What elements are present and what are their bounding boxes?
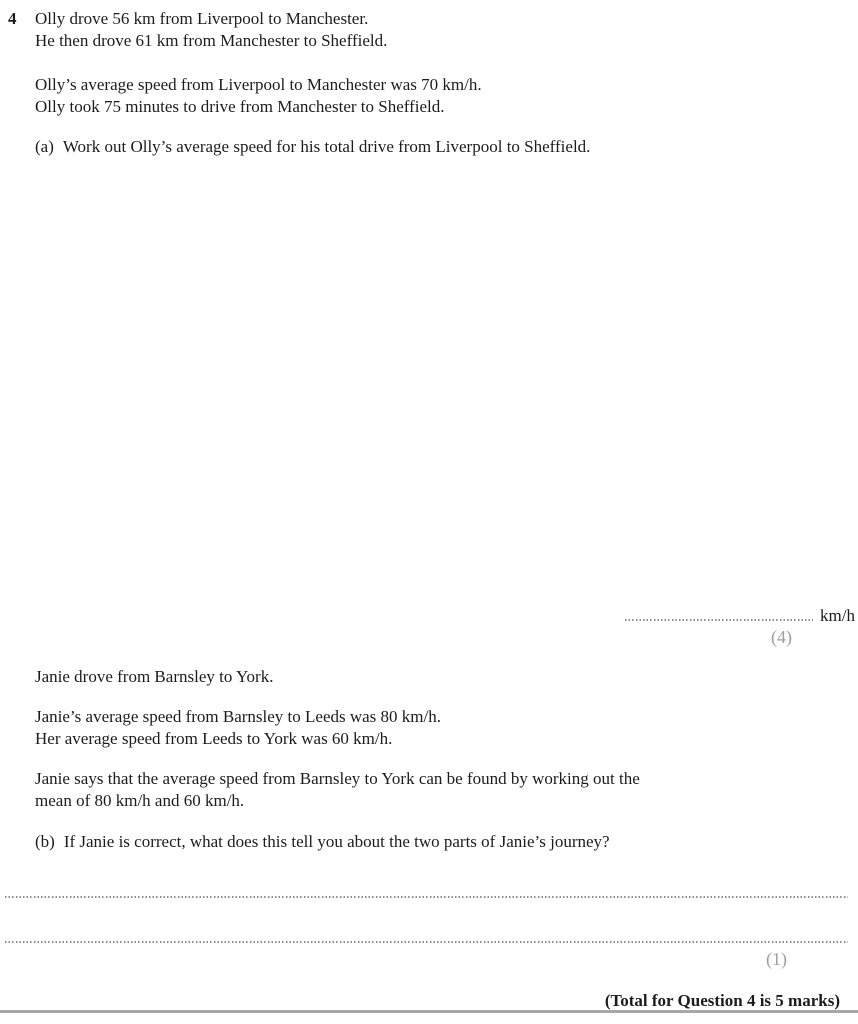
question-total-marks-label: (Total for Question 4 is 5 marks) <box>604 991 840 1010</box>
part-b-speed-paragraph <box>35 706 441 750</box>
speed-line: Olly’s average speed from Liverpool to Manchester was 70 km/h. <box>35 75 482 94</box>
part-a-answer-row <box>625 605 855 627</box>
claim-line: Janie says that the average speed from Barnsley to York can be found by working out the <box>35 769 640 788</box>
part-b-prompt: If Janie is correct, what does this tell you about the two parts of Janie’s journey? <box>63 832 610 851</box>
part-a-intro-paragraph <box>35 8 387 52</box>
intro-line: Olly drove 56 km from Liverpool to Manchester. <box>35 9 369 28</box>
intro-line: Janie drove from Barnsley to York. <box>35 667 274 686</box>
part-a-marks-badge: (4) <box>771 627 792 647</box>
speed-line: Janie’s average speed from Barnsley to Leeds was 80 km/h. <box>35 707 441 726</box>
page-bottom-rule <box>0 1010 858 1013</box>
part-a-speed-paragraph <box>35 74 482 118</box>
part-b-marks-badge: (1) <box>766 949 787 969</box>
part-b-question <box>35 831 610 853</box>
question-number: 4 <box>8 9 17 28</box>
speed-line: Olly took 75 minutes to drive from Manchester to Sheffield. <box>35 97 445 116</box>
answer-line-b-1 <box>5 896 848 898</box>
answer-line-b-2 <box>5 941 848 943</box>
part-b-label: (b) <box>35 832 55 851</box>
speed-line: Her average speed from Leeds to York was 60 km/h. <box>35 729 393 748</box>
intro-line: He then drove 61 km from Manchester to Sheffield. <box>35 31 388 50</box>
claim-line: mean of 80 km/h and 60 km/h. <box>35 791 245 810</box>
answer-line-a <box>625 619 813 621</box>
part-b-intro-paragraph <box>35 666 273 688</box>
part-b-claim-paragraph <box>35 768 640 812</box>
answer-unit: km/h <box>820 606 855 625</box>
part-a-question <box>35 136 590 158</box>
part-a-label: (a) <box>35 137 54 156</box>
part-a-prompt: Work out Olly’s average speed for his total drive from Liverpool to Sheffield. <box>62 137 591 156</box>
